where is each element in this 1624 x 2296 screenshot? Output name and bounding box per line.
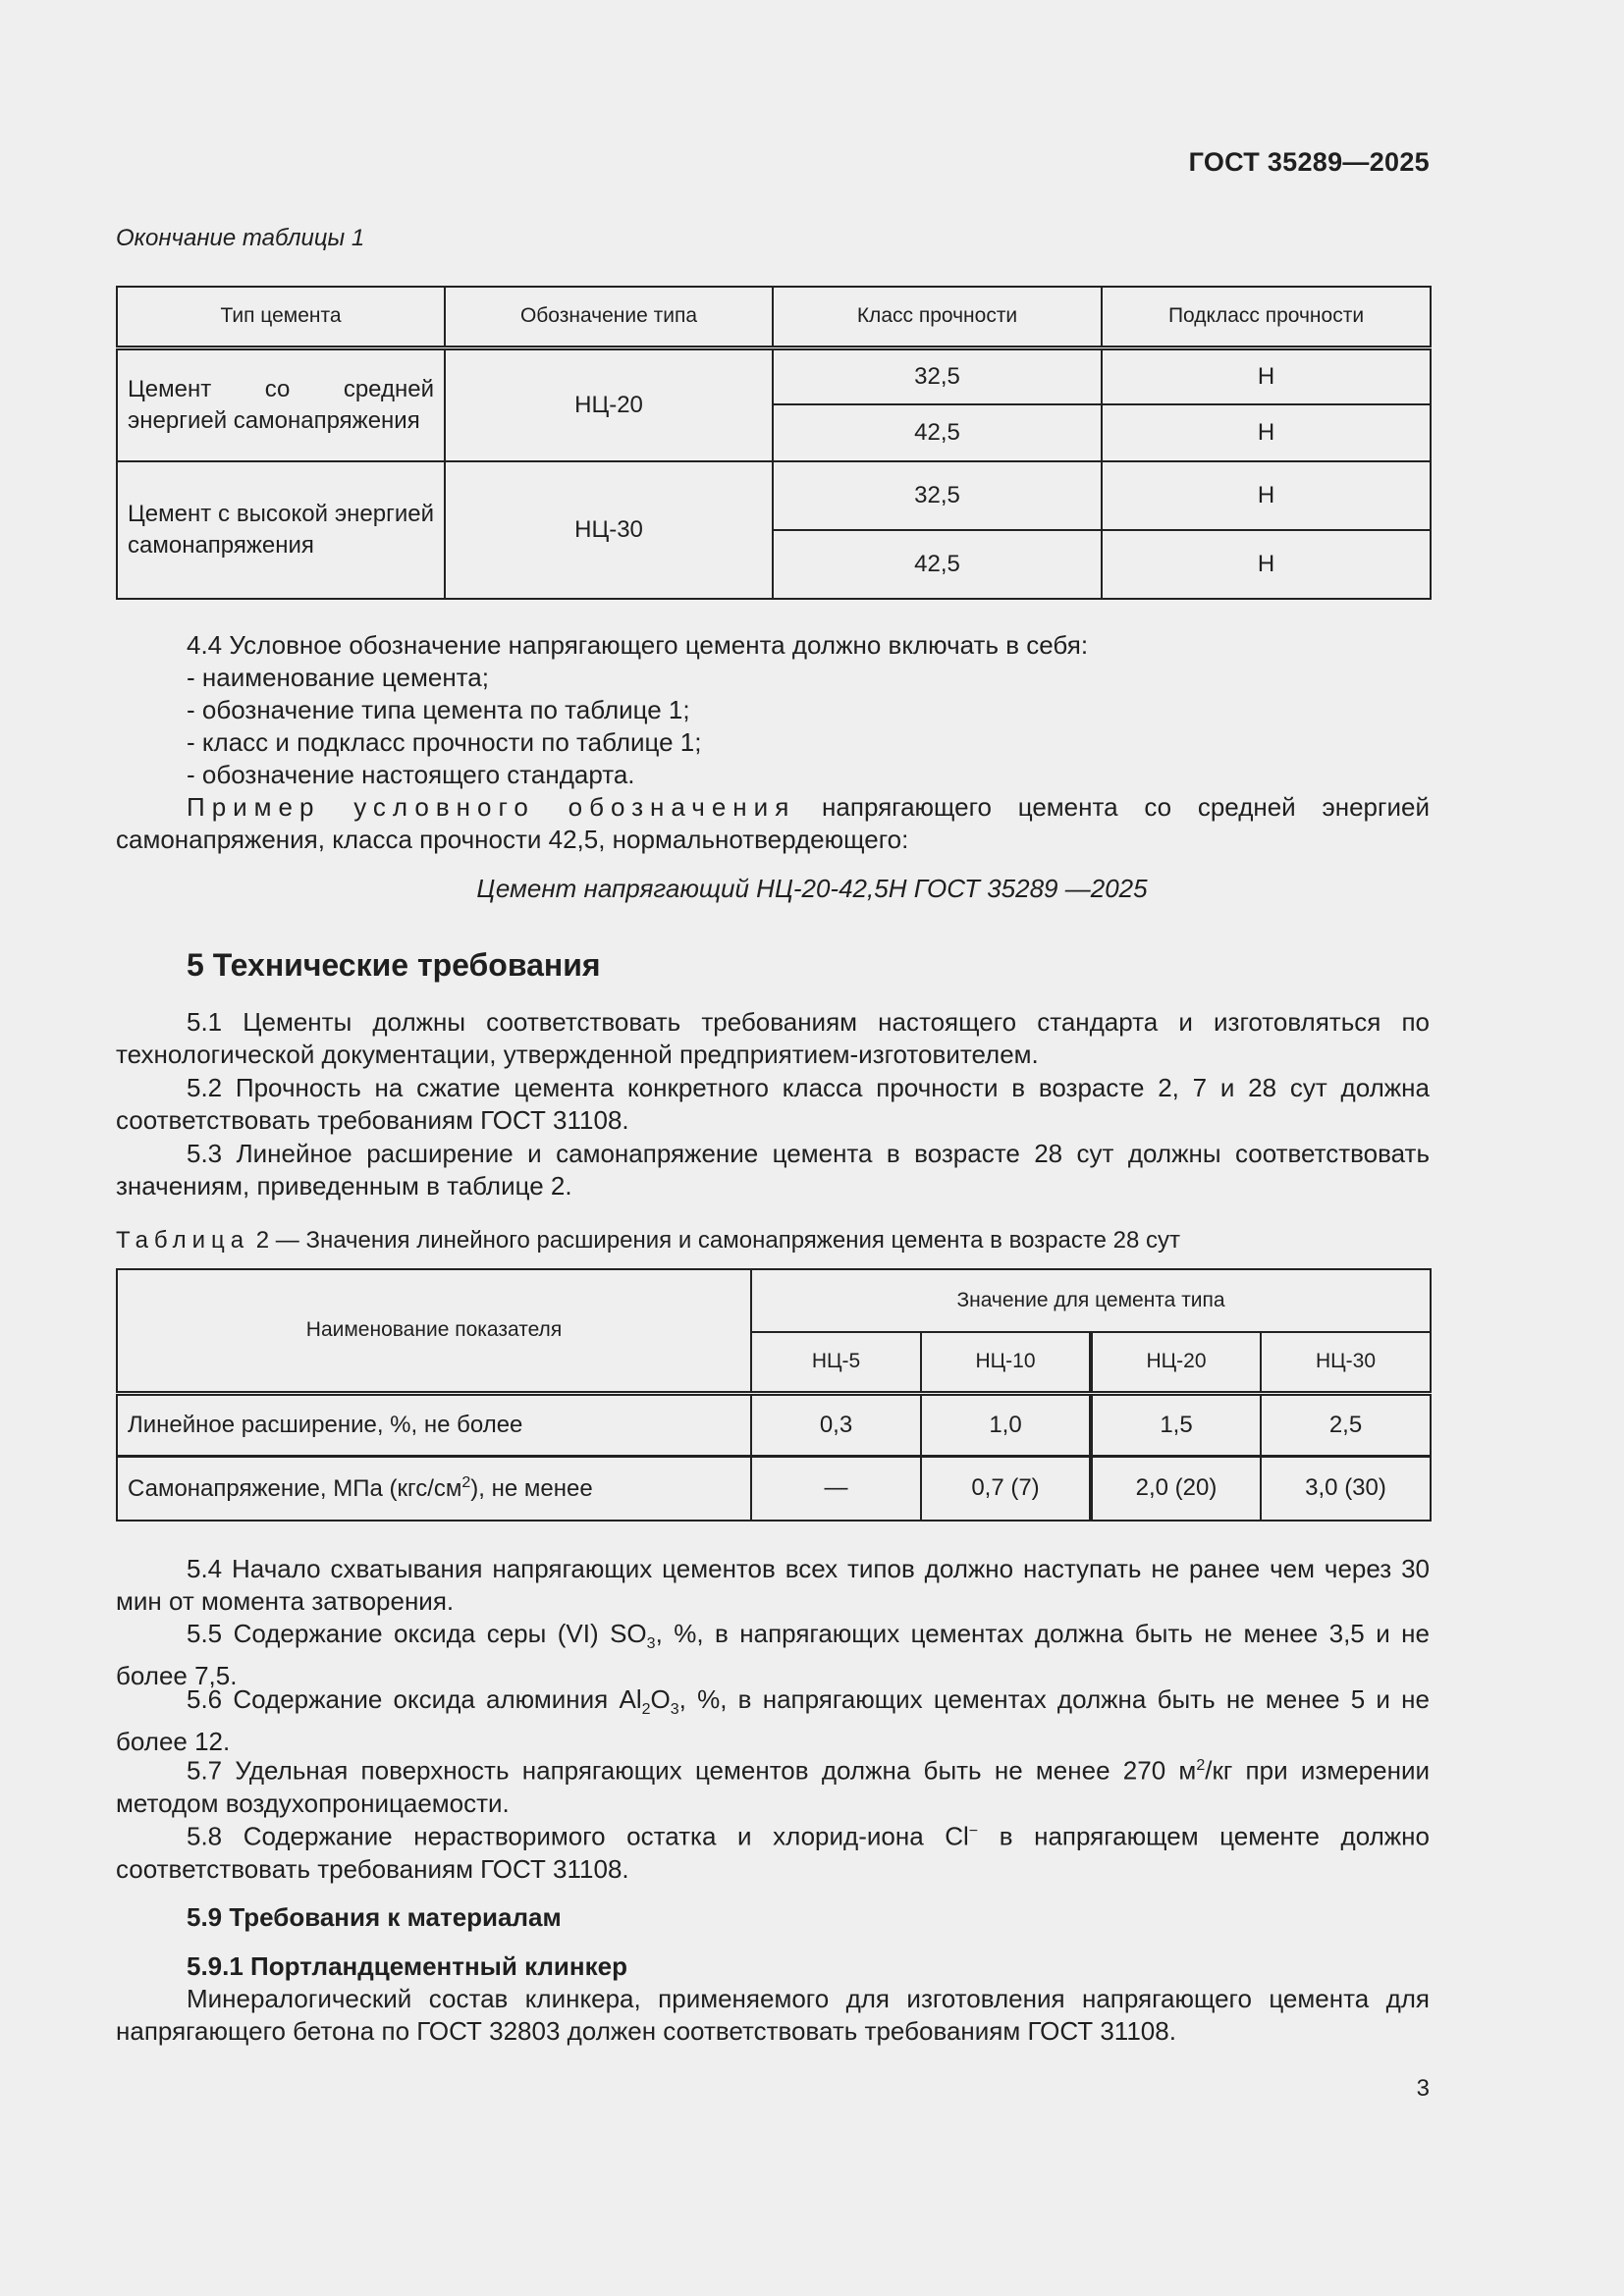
example-label: Пример условного обозначения [187,792,796,822]
value-header: Значение для цемента типа [751,1269,1431,1332]
table-cell-subclass: Н [1102,530,1431,599]
example-text: напрягающего цемента со средней энергией самонапряжения, класса прочности 42,5, нормальнотвердеющего: [116,792,1431,854]
paragraph-5-2: 5.2 Прочность на сжатие цемента конкретного класса прочности в возрасте 2, 7 и 28 сут должна соответствовать требованиям ГОСТ 31108. [116,1073,1430,1135]
value-cell: 2,0 (20) [1091,1456,1261,1521]
caption-label: Таблица [116,1227,250,1254]
list-item: - класс и подкласс прочности по таблице 1; [187,727,702,757]
column-header: Подкласс прочности [1102,287,1431,347]
table1-continuation-label: Окончание таблицы 1 [116,225,365,251]
indicator-header: Наименование показателя [117,1269,751,1393]
type-header: НЦ-30 [1261,1332,1431,1393]
value-cell: 0,7 (7) [921,1456,1091,1521]
paragraph-5-6: 5.6 Содержание оксида алюминия $Al_2O_3$, %, в напрягающих цементах должна быть не менее 5 и не более 12. [116,1684,1430,1757]
paragraph-4-4 [116,629,1430,856]
value-cell: 1,5 [1091,1393,1261,1456]
paragraph-5-4: 5.4 Начало схватывания напрягающих цементов всех типов должно наступать не ранее чем через 30 мин от момента затворения. [116,1554,1430,1616]
table-2-caption [116,1227,1180,1255]
table-cell-subclass: Н [1102,461,1431,530]
type-header: НЦ-5 [751,1332,921,1393]
value-cell: 1,0 [921,1393,1091,1456]
list-item: - обозначение настоящего стандарта. [187,760,635,789]
column-header: Тип цемента [117,287,445,347]
column-header: Обозначение типа [445,287,773,347]
document-header: ГОСТ 35289—2025 [1188,147,1430,177]
subsection-5-9-1-title: 5.9.1 Портландцементный клинкер [187,1951,627,1981]
table-1 [116,286,1432,600]
caption-text: 2 — Значения линейного расширения и самонапряжения цемента в возрасте 28 сут [249,1227,1180,1254]
example-paragraph [116,791,1430,856]
table-cell-subclass: Н [1102,347,1431,404]
paragraph-5-8: 5.8 Содержание нерастворимого остатка и хлорид-иона Cl− в напрягающем цементе должно соответствовать требованиям ГОСТ 31108. [116,1821,1430,1884]
table-cell-class: 42,5 [773,530,1102,599]
paragraph-5-1: 5.1 Цементы должны соответствовать требованиям настоящего стандарта и изготовляться по технологической документации, утвержденной предприятием-изготовителем. [116,1007,1430,1069]
table-cell-class: 42,5 [773,404,1102,461]
subsection-5-9-title: 5.9 Требования к материалам [187,1902,562,1932]
table-cell-code: НЦ-20 [445,347,773,461]
paragraph-5-3: 5.3 Линейное расширение и самонапряжение цемента в возрасте 28 сут должны соответствовать значениям, приведенным в таблице 2. [116,1139,1430,1201]
value-cell: 3,0 (30) [1261,1456,1431,1521]
list-item: - обозначение типа цемента по таблице 1; [187,695,690,724]
paragraph-5-5: 5.5 Содержание оксида серы (VI) $SO_3$, %, в напрягающих цементах должна быть не менее 3,5 и не более 7,5. [116,1619,1430,1691]
table-cell-type: Цемент со средней энергией самонапряжения [117,347,445,461]
paragraph-5-9-1: Минералогический состав клинкера, применяемого для изготовления напрягающего цемента для напрягающего бетона по ГОСТ 32803 должен соответствовать требованиям ГОСТ 31108. [116,1984,1430,2046]
value-cell: 2,5 [1261,1393,1431,1456]
indicator-name: Самонапряжение, МПа $(кгс/см^2)$, не менее [117,1456,751,1521]
paragraph-intro: 4.4 Условное обозначение напрягающего цемента должно включать в себя: [187,630,1089,660]
table-2 [116,1268,1432,1522]
table-cell-code: НЦ-30 [445,461,773,599]
table-cell-class: 32,5 [773,347,1102,404]
column-header: Класс прочности [773,287,1102,347]
value-cell: 0,3 [751,1393,921,1456]
table-cell-class: 32,5 [773,461,1102,530]
indicator-name: Линейное расширение, %, не более [117,1393,751,1456]
paragraph-5-7: 5.7 Удельная поверхность напрягающих цементов должна быть не менее 270 $м^2/кг$ при измерении методом воздухопроницаемости. [116,1755,1430,1818]
page-number: 3 [1416,2075,1430,2102]
type-header: НЦ-20 [1091,1332,1261,1393]
list-item: - наименование цемента; [187,663,489,692]
section-title: 5 Технические требования [187,947,601,983]
value-cell: — [751,1456,921,1521]
table-cell-type: Цемент с высокой энергией самонапряжения [117,461,445,599]
table-cell-subclass: Н [1102,404,1431,461]
type-header: НЦ-10 [921,1332,1091,1393]
designation-example: Цемент напрягающий НЦ-20-42,5Н ГОСТ 35289 —2025 [476,874,1148,903]
